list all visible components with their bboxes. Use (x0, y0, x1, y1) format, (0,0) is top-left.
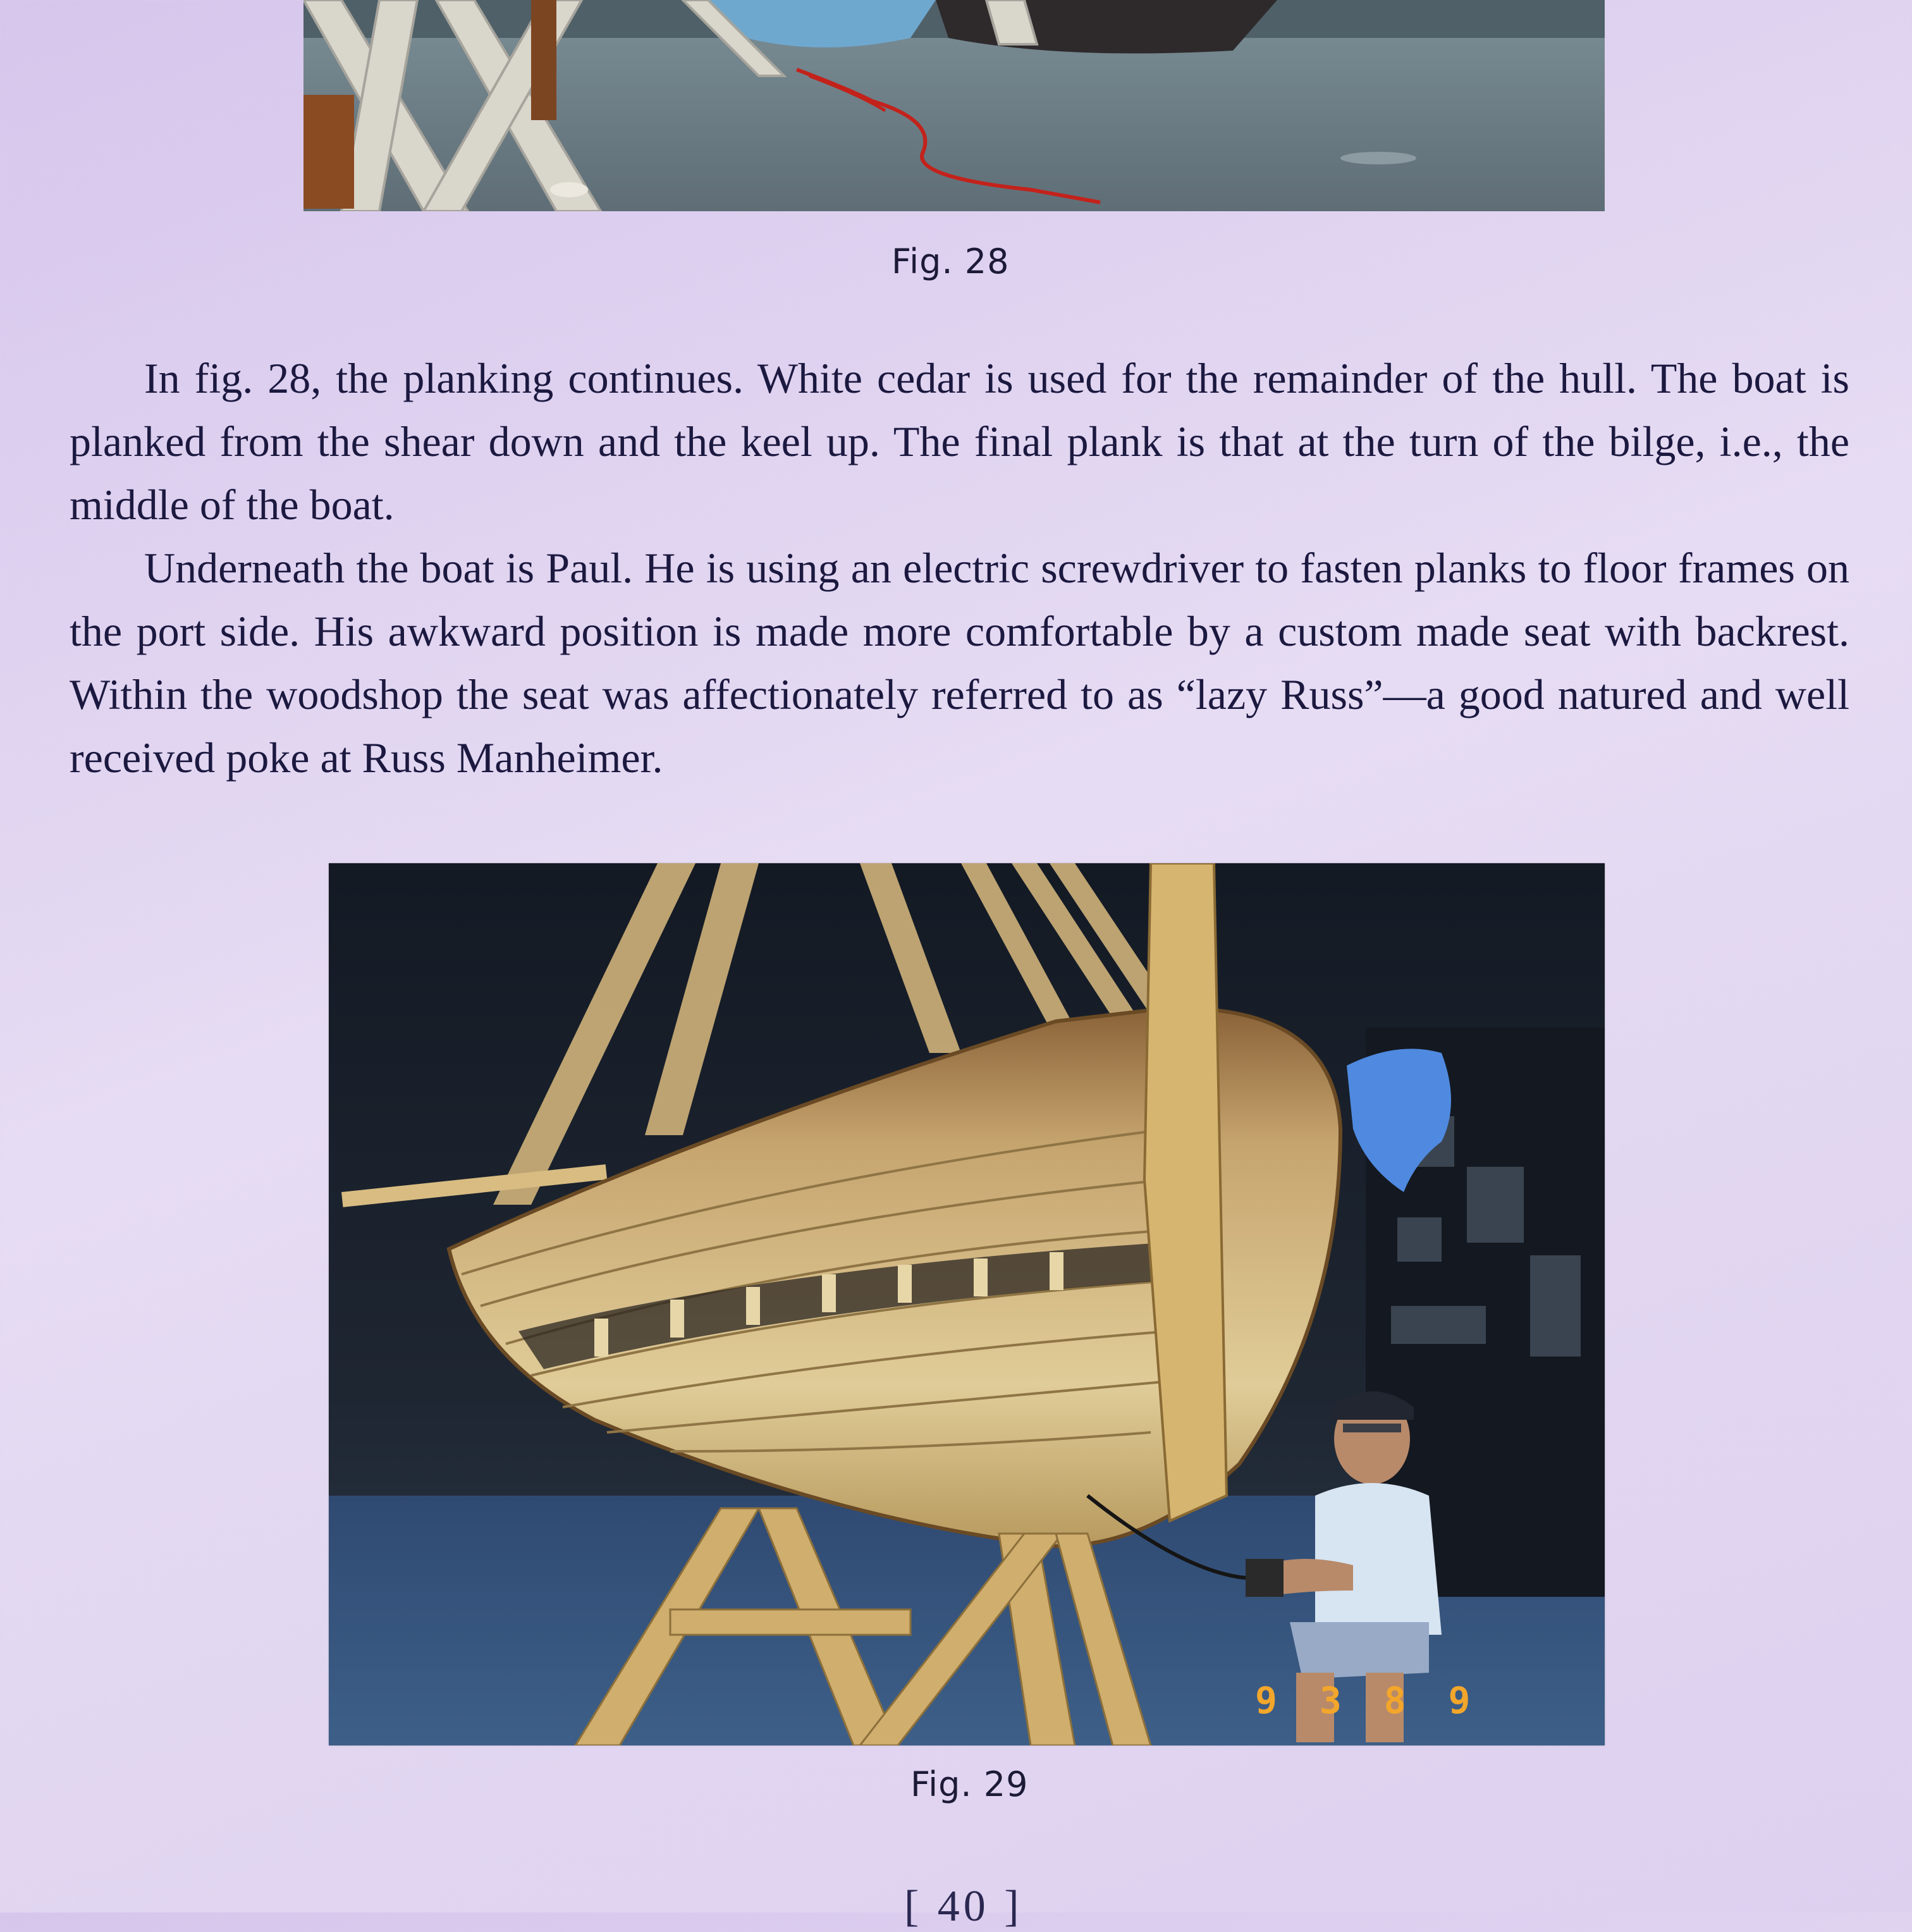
body-text (70, 347, 1849, 789)
fig-28-caption: Fig. 28 (892, 242, 1010, 281)
paragraph-1: In fig. 28, the planking continues. White cedar is used for the remainder of the hull. The boat is planked from the shear down and the keel up. The final plank is that at the turn of the bilge, i.e., the middle of the boat. (70, 354, 1849, 529)
fig-28-photo (303, 0, 1605, 211)
paragraph-2: Underneath the boat is Paul. He is using an electric screwdriver to fasten planks to floor frames on the port side. His awkward position is made more comfortable by a custom made seat with backrest. Within the woodshop the seat was affectionately referred to as “lazy Russ”—a good natured and well received poke at Russ Manheimer. (70, 544, 1849, 782)
photo-date-stamp: 9 3 8 9 (1255, 1679, 1481, 1722)
page-number: [ 40 ] (904, 1882, 1023, 1931)
fig-29-photo (329, 863, 1605, 1745)
fig-29-caption: Fig. 29 (910, 1764, 1029, 1804)
